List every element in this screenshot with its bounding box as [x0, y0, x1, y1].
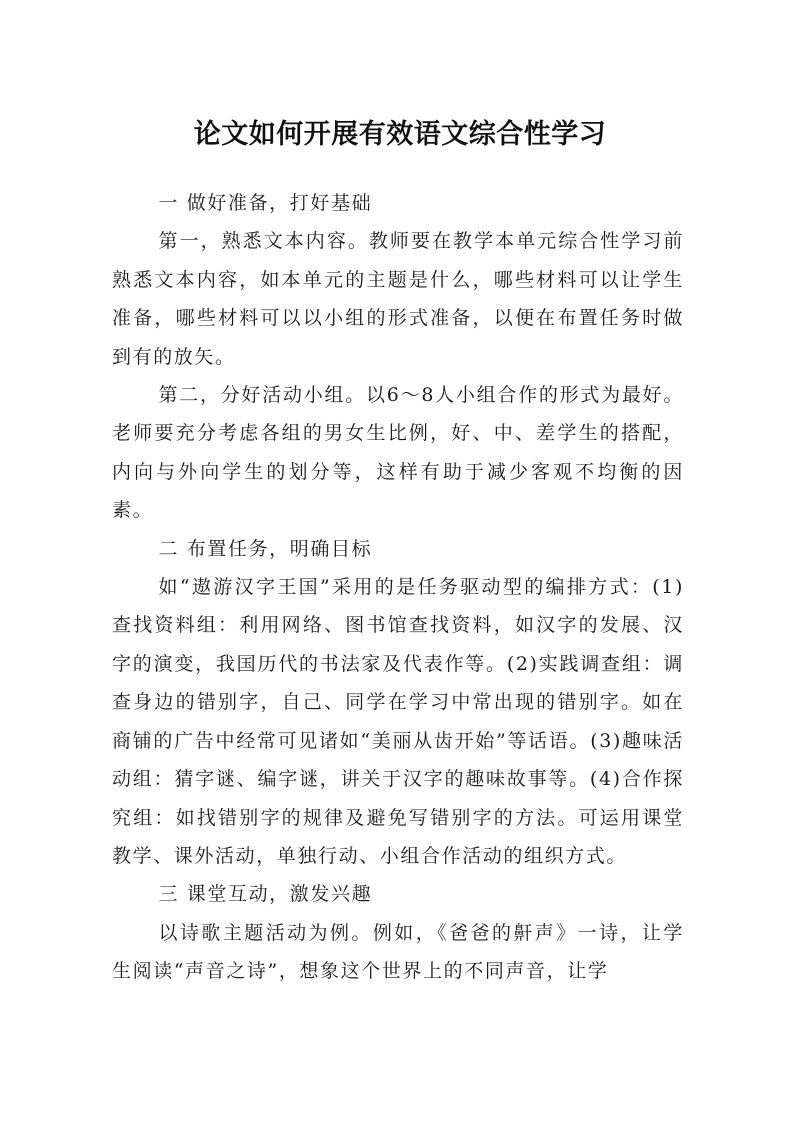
document-body [112, 184, 684, 991]
section-heading-3: 三 课堂互动，激发兴趣 [158, 883, 373, 906]
paragraph: 第二，分好活动小组。以6～8人小组合作的形式为最好。老师要充分考虑各组的男女生比例，好、中、差学生的搭配，内向与外向学生的划分等，这样有助于减少客观不均衡的因素。 [112, 384, 684, 522]
paragraph: 如“遨游汉字王国”采用的是任务驱动型的编排方式：(1)查找资料组：利用网络、图书馆查找资料，如汉字的发展、汉字的演变，我国历代的书法家及代表作等。(2)实践调查组：调查身边的错别字，自己、同学在学习中常出现的错别字。如在商铺的广告中经常可见诸如“美丽从齿开始”等话语。(3)趣味活动组：猜字谜、编字谜，讲关于汉字的趣味故事等。(4)合作探究组：如找错别字的规律及避免写错别字的方法。可运用课堂教学、课外活动，单独行动、小组合作活动的组织方式。 [112, 576, 684, 867]
section-heading-1: 一 做好准备，打好基础 [158, 192, 373, 214]
paragraph: 以诗歌主题活动为例。例如，《爸爸的鼾声》一诗，让学生阅读“声音之诗”，想象这个世界上的不同声音，让学 [112, 921, 684, 983]
paragraph: 第一，熟悉文本内容。教师要在教学本单元综合性学习前熟悉文本内容，如本单元的主题是什么，哪些材料可以让学生准备，哪些材料可以以小组的形式准备，以便在布置任务时做到有的放矢。 [112, 230, 684, 368]
document-title: 论文如何开展有效语文综合性学习 [193, 119, 607, 151]
section-heading-2: 二 布置任务，明确目标 [158, 537, 373, 560]
